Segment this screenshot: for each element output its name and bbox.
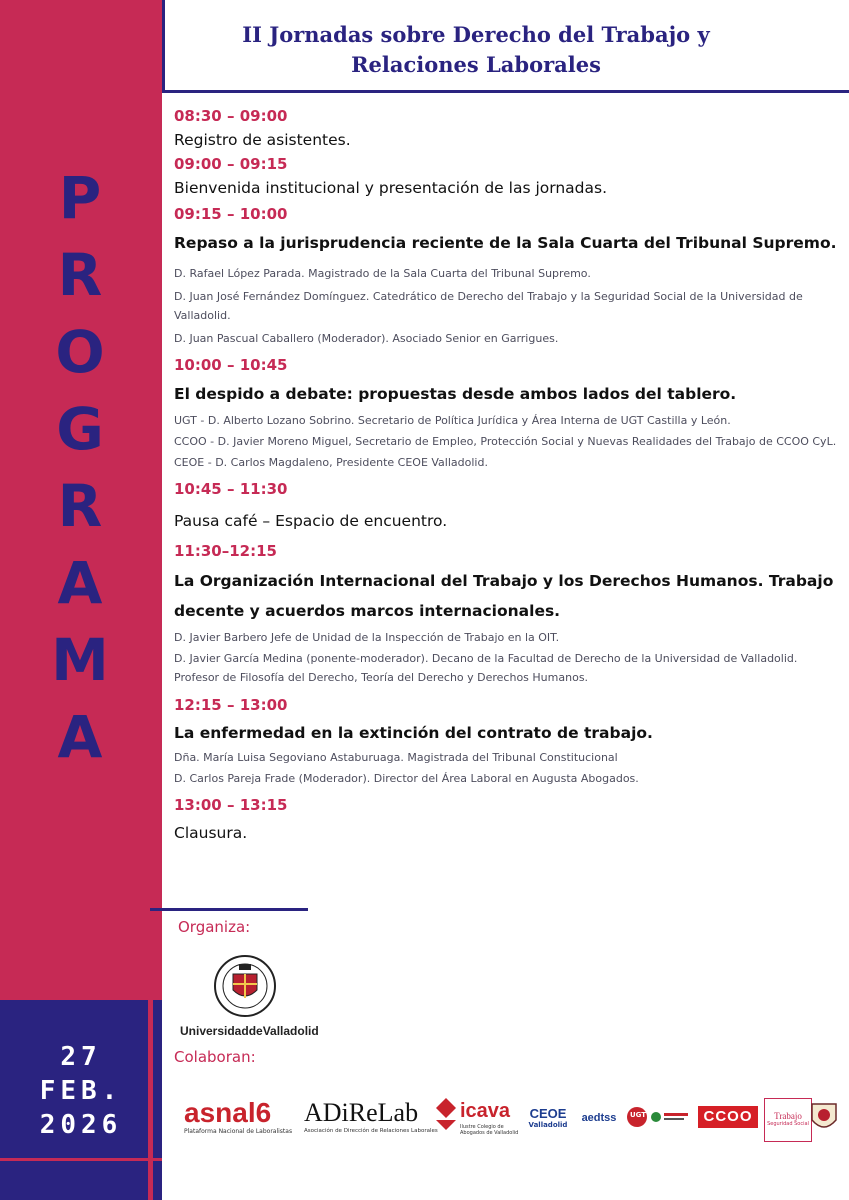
asnal-logo-subtitle: Plataforma Nacional de Laboralistas	[184, 1128, 293, 1135]
uva-logo	[180, 954, 319, 1038]
session-title: La enfermedad en la extinción del contrato de trabajo.	[174, 724, 653, 742]
ceoe-logo-subtitle: Valladolid	[528, 1121, 568, 1129]
speaker: CCOO - D. Javier Moreno Miguel, Secretario de Empleo, Protección Social y Nuevas Realidades del Trabajo de CCOO CyL.	[174, 435, 837, 448]
adirelab-logo-subtitle: Asociación de Dirección de Relaciones Laborales	[304, 1128, 438, 1134]
page-title: II Jornadas sobre Derecho del Trabajo y Relaciones Laborales	[242, 22, 710, 77]
programa-letter: P	[58, 164, 102, 232]
adirelab-logo	[304, 1094, 438, 1144]
programa-letter: R	[57, 472, 103, 540]
programa-vertical-word	[40, 160, 120, 776]
agenda-description: Pausa café – Espacio de encuentro.	[174, 512, 448, 530]
organiza-label: Organiza:	[178, 918, 251, 936]
programa-letter: R	[57, 241, 103, 309]
revista-logo-text: Trabajo	[774, 1111, 802, 1121]
agenda-time: 08:30 – 09:00	[174, 107, 288, 125]
agenda-time: 10:00 – 10:45	[174, 356, 288, 374]
agenda-time: 11:30–12:15	[174, 542, 277, 560]
decorative-line	[162, 90, 849, 93]
speaker: D. Rafael López Parada. Magistrado de la Sala Cuarta del Tribunal Supremo.	[174, 267, 591, 280]
ceoe-logo-text: CEOE	[529, 1106, 567, 1121]
shield-emblem-icon	[810, 1100, 838, 1136]
programa-letter: M	[51, 626, 109, 694]
ccoo-logo-text: CCOO	[698, 1106, 758, 1128]
icava-logo-subtitle	[460, 1124, 518, 1136]
programa-letter: G	[56, 395, 104, 463]
agenda-description: Registro de asistentes.	[174, 131, 351, 149]
ccoo-logo	[698, 1094, 758, 1144]
decorative-line	[162, 0, 165, 92]
ugt-wordmark-icon	[650, 1109, 690, 1125]
session-title: Repaso a la jurisprudencia reciente de la Sala Cuarta del Tribunal Supremo.	[174, 234, 837, 252]
icava-logo-text: icava	[460, 1100, 511, 1122]
shield-logo	[810, 1094, 840, 1144]
session-title: La Organización Internacional del Trabajo y los Derechos Humanos. Trabajo decente y acuerdos marcos internacionales.	[174, 572, 834, 620]
speaker: D. Juan Pascual Caballero (Moderador). Asociado Senior en Garrigues.	[174, 332, 559, 345]
ugt-logo	[624, 1094, 694, 1144]
speaker: D. Javier Barbero Jefe de Unidad de la Inspección de Trabajo en la OIT.	[174, 631, 560, 644]
session-title: El despido a debate: propuestas desde ambos lados del tablero.	[174, 385, 737, 403]
agenda-time: 12:15 – 13:00	[174, 696, 288, 714]
date-month: FEB.	[39, 1076, 123, 1106]
revista-logo	[764, 1098, 812, 1142]
asnal-logo	[184, 1094, 294, 1144]
agenda-time: 10:45 – 11:30	[174, 480, 288, 498]
asnal-logo-text: asnal6	[184, 1097, 272, 1128]
speaker: Dña. María Luisa Segoviano Astaburuaga. Magistrada del Tribunal Constitucional	[174, 751, 618, 764]
agenda-time: 09:15 – 10:00	[174, 205, 288, 223]
date-year: 2026	[39, 1110, 123, 1140]
programa-letter: A	[57, 703, 103, 771]
uva-seal-icon	[213, 954, 277, 1018]
decorative-line	[0, 1158, 162, 1161]
agenda-time: 09:00 – 09:15	[174, 155, 288, 173]
speaker: D. Javier García Medina (ponente-moderador). Decano de la Facultad de Derecho de la Universidad de Valladolid. Profesor de Filosofía del Derecho, Teoría del Derecho y Derechos Humanos.	[174, 652, 798, 684]
ugt-logo-text: UGT	[630, 1111, 647, 1119]
icava-subtitle-line: Ilustre Colegio de	[460, 1124, 504, 1130]
agenda-time: 13:00 – 13:15	[174, 796, 288, 814]
sponsor-logos	[172, 1094, 842, 1144]
aedtss-logo-text: aedtss	[581, 1112, 617, 1124]
speaker: UGT - D. Alberto Lozano Sobrino. Secretario de Política Jurídica y Área Interna de UGT Castilla y León.	[174, 414, 731, 427]
speaker: D. Juan José Fernández Domínguez. Catedrático de Derecho del Trabajo y la Seguridad Social de la Universidad de Valladolid.	[174, 290, 803, 322]
decorative-line	[150, 908, 308, 911]
agenda-description: Bienvenida institucional y presentación de las jornadas.	[174, 179, 608, 197]
icava-logo	[434, 1094, 520, 1144]
programa-letter: A	[57, 549, 103, 617]
speaker: CEOE - D. Carlos Magdaleno, Presidente CEOE Valladolid.	[174, 456, 488, 469]
icava-subtitle-line: Abogados de Valladolid	[460, 1130, 519, 1136]
icava-emblem-icon	[434, 1096, 458, 1132]
uva-name: UniversidaddeValladolid	[180, 1024, 319, 1038]
ceoe-logo	[524, 1094, 572, 1144]
date-day: 27	[60, 1042, 102, 1072]
adirelab-logo-text: ADiReLab	[304, 1098, 419, 1127]
agenda	[174, 104, 839, 845]
programa-letter: O	[55, 318, 105, 386]
aedtss-logo	[574, 1094, 624, 1144]
agenda-description: Clausura.	[174, 824, 248, 842]
revista-logo-subtitle: Seguridad Social	[767, 1121, 809, 1127]
colaboran-label: Colaboran:	[174, 1048, 256, 1066]
event-date	[0, 1040, 162, 1142]
speaker: D. Carlos Pareja Frade (Moderador). Director del Área Laboral en Augusta Abogados.	[174, 772, 639, 785]
